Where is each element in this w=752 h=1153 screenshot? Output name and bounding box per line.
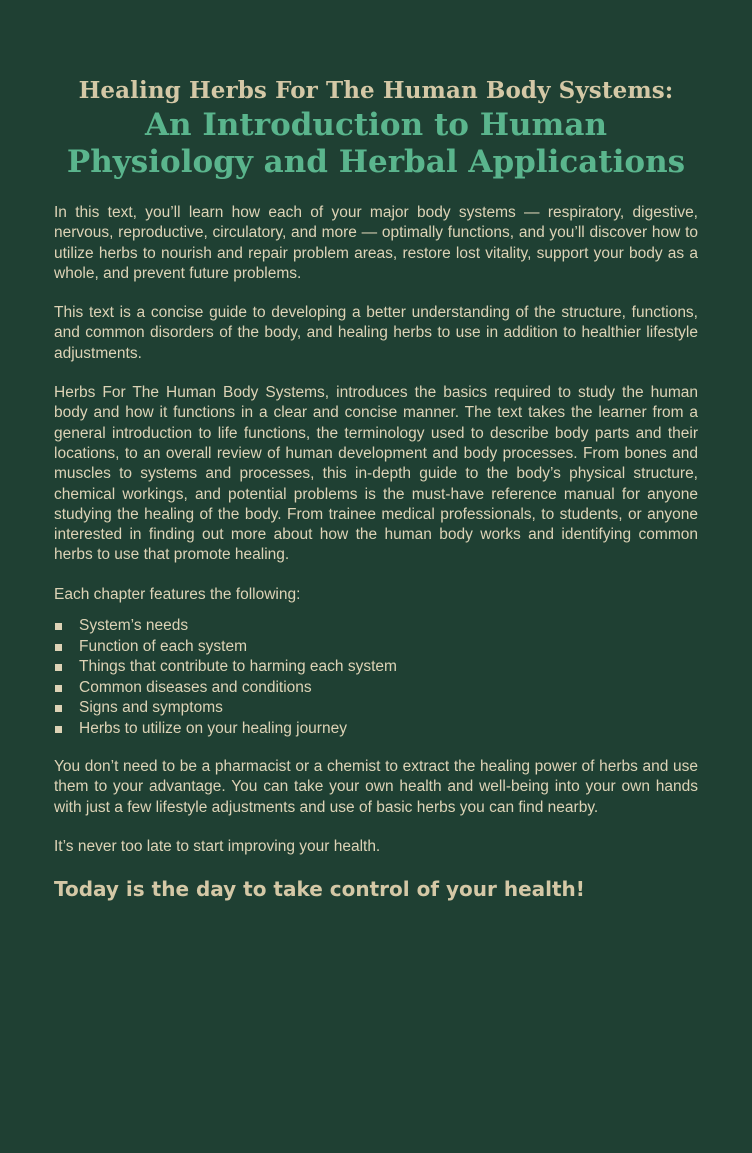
book-title-line-1: An Introduction to Human xyxy=(145,107,607,143)
intro-paragraph: In this text, you’ll learn how each of your major body systems — respiratory, digestive, nervous, reproductive, circulatory, and more — optimally functions, and you’ll discover how to utilize herbs to nourish and repair problem areas, restore lost vitality, support your body as a whole, and prevent future problems. xyxy=(54,204,698,282)
features-intro: Each chapter features the following: xyxy=(54,585,301,603)
list-item xyxy=(54,657,698,678)
square-bullet-icon xyxy=(55,644,62,651)
square-bullet-icon xyxy=(55,685,62,692)
book-title-line-2: Physiology and Herbal Applications xyxy=(66,144,686,180)
list-item xyxy=(54,698,698,719)
square-bullet-icon xyxy=(55,726,62,733)
book-heading xyxy=(54,76,698,181)
list-item-text: Things that contribute to harming each system xyxy=(79,658,397,676)
guide-paragraph: This text is a concise guide to developing a better understanding of the structure, functions, and common disorders of the body, and healing herbs to use in addition to healthier lifestyle adjustments. xyxy=(54,304,698,362)
list-item xyxy=(54,678,698,699)
list-item-text: System’s needs xyxy=(79,617,189,635)
never-too-late-paragraph: It’s never too late to start improving your health. xyxy=(54,837,381,855)
square-bullet-icon xyxy=(55,664,62,671)
book-series-title: Healing Herbs For The Human Body Systems: xyxy=(78,77,674,104)
advantage-paragraph: You don’t need to be a pharmacist or a chemist to extract the healing power of herbs and use them to your advantage. You can take your own health and well-being into your own hands with just a few lifestyle adjustments and use of basic herbs you can find nearby. xyxy=(54,758,698,816)
closing-callout: Today is the day to take control of your health! xyxy=(54,877,585,902)
square-bullet-icon xyxy=(55,705,62,712)
list-item xyxy=(54,637,698,658)
list-item-text: Herbs to utilize on your healing journey xyxy=(79,719,347,737)
list-item-text: Signs and symptoms xyxy=(79,699,223,717)
square-bullet-icon xyxy=(55,623,62,630)
features-list xyxy=(54,616,698,739)
list-item-text: Common diseases and conditions xyxy=(79,678,312,696)
overview-paragraph: Herbs For The Human Body Systems, introduces the basics required to study the human body and how it functions in a clear and concise manner. The text takes the learner from a general introduction to life functions, the terminology used to describe body parts and their locations, to an overall review of human development and body processes. From bones and muscles to systems and processes, this in-depth guide to the body’s physical structure, chemical workings, and potential problems is the must-have reference manual for anyone studying the healing of the body. From trainee medical professionals, to students, or anyone interested in finding out more about how the human body works and identifying common herbs to use that promote healing. xyxy=(54,384,698,564)
list-item-text: Function of each system xyxy=(79,637,247,655)
book-title xyxy=(54,107,698,181)
list-item xyxy=(54,719,698,740)
list-item xyxy=(54,616,698,637)
